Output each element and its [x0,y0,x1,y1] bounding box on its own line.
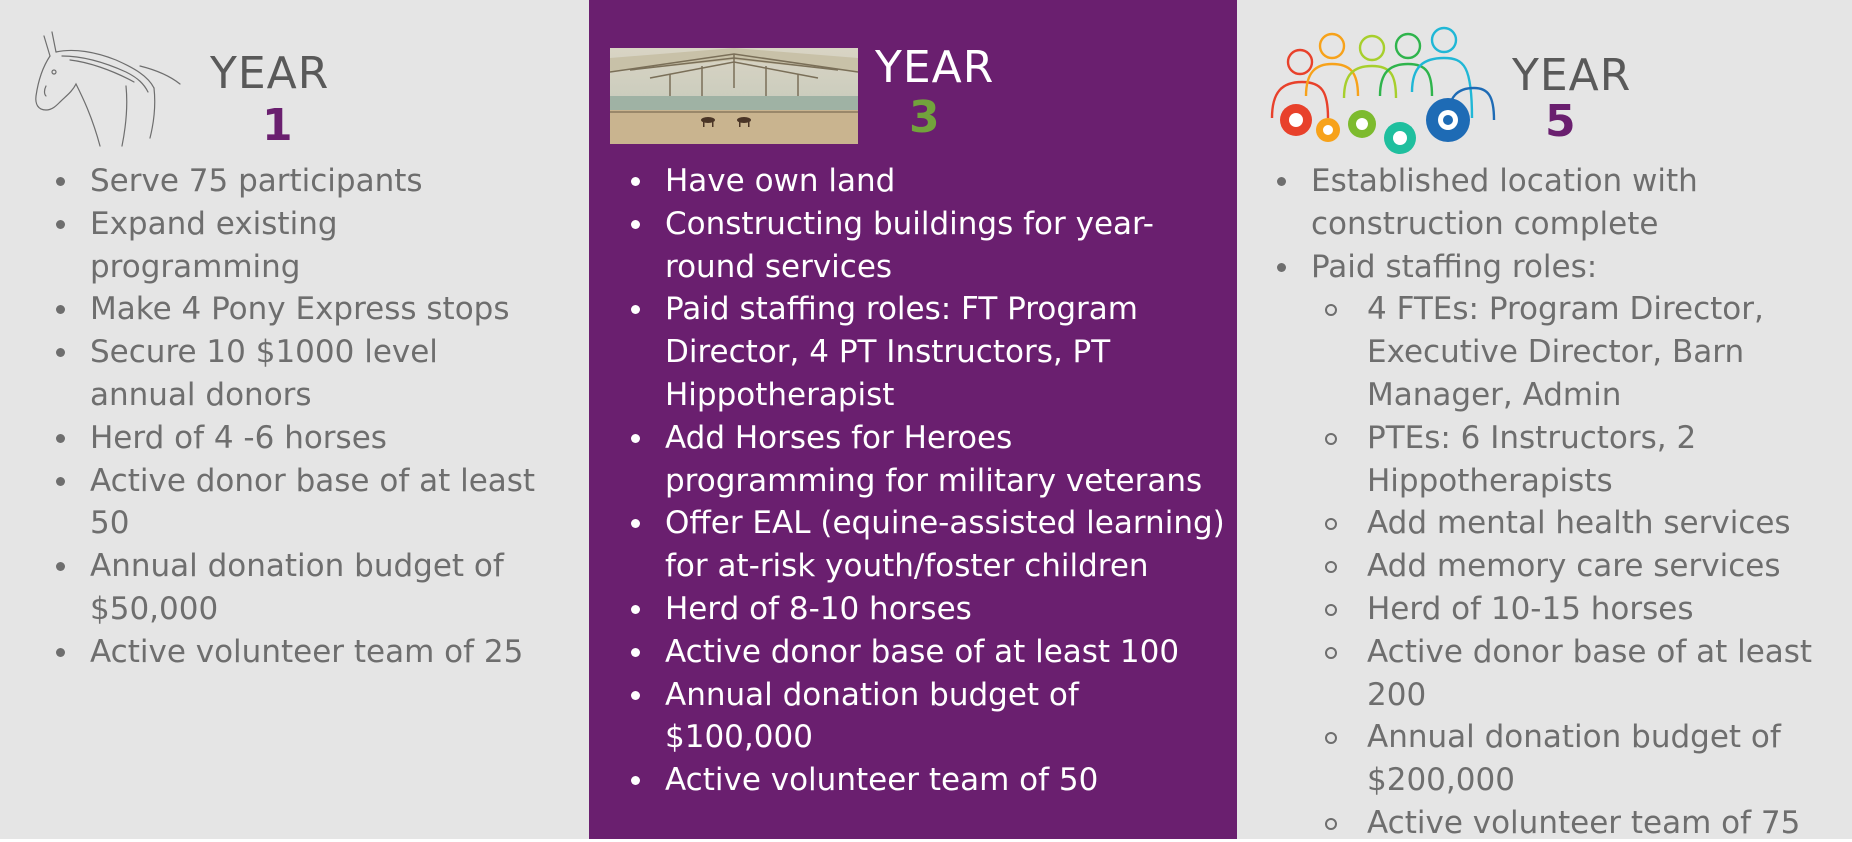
list-item: Annual donation budget of $100,000 [627,674,1227,760]
list-item: Annual donation budget of $50,000 [52,545,552,631]
sub-list-item: Add memory care services [1311,545,1843,588]
team-gears-icon [1262,26,1502,156]
list-item: Serve 75 participants [52,160,552,203]
year-label: YEAR [1512,50,1632,101]
year-label: YEAR [875,42,995,93]
list-item: Expand existing programming [52,203,552,289]
horse-sketch-icon [30,26,190,156]
year-number: 1 [262,100,293,151]
year-5-column [1237,0,1852,839]
list-item: Herd of 8-10 horses [627,588,1227,631]
goals-list [627,160,1227,802]
year-label: YEAR [210,48,330,99]
list-item: Active donor base of at least 100 [627,631,1227,674]
year-1-column [0,0,589,839]
sub-list-item: Active donor base of at least 200 [1311,631,1843,717]
list-item: Offer EAL (equine-assisted learning) for at-risk youth/foster children [627,502,1227,588]
indoor-arena-photo [610,48,858,144]
sub-list-item: Herd of 10-15 horses [1311,588,1843,631]
sub-list-item: PTEs: 6 Instructors, 2 Hippotherapists [1311,417,1843,503]
sub-list-item: Add mental health services [1311,502,1843,545]
list-item: Secure 10 $1000 level annual donors [52,331,552,417]
list-item: Make 4 Pony Express stops [52,288,552,331]
goals-list [52,160,552,674]
list-item-label: Paid staffing roles: [1311,248,1598,285]
year-3-column [589,0,1237,839]
list-item: Have own land [627,160,1227,203]
list-item-with-sublist [1273,246,1843,842]
list-item: Constructing buildings for year-round services [627,203,1227,289]
list-item: Paid staffing roles: FT Program Director, 4 PT Instructors, PT Hippotherapist [627,288,1227,416]
list-item: Active donor base of at least 50 [52,460,552,546]
sub-list-item: Active volunteer team of 75 [1311,802,1843,842]
staffing-sublist [1311,288,1843,842]
goals-list [1273,160,1843,842]
sub-list-item: 4 FTEs: Program Director, Executive Director, Barn Manager, Admin [1311,288,1843,416]
list-item: Established location with construction complete [1273,160,1843,246]
list-item: Active volunteer team of 50 [627,759,1227,802]
sub-list-item: Annual donation budget of $200,000 [1311,716,1843,802]
year-number: 5 [1545,96,1576,147]
list-item: Active volunteer team of 25 [52,631,552,674]
list-item: Herd of 4 -6 horses [52,417,552,460]
year-number: 3 [909,92,940,143]
list-item: Add Horses for Heroes programming for military veterans [627,417,1227,503]
